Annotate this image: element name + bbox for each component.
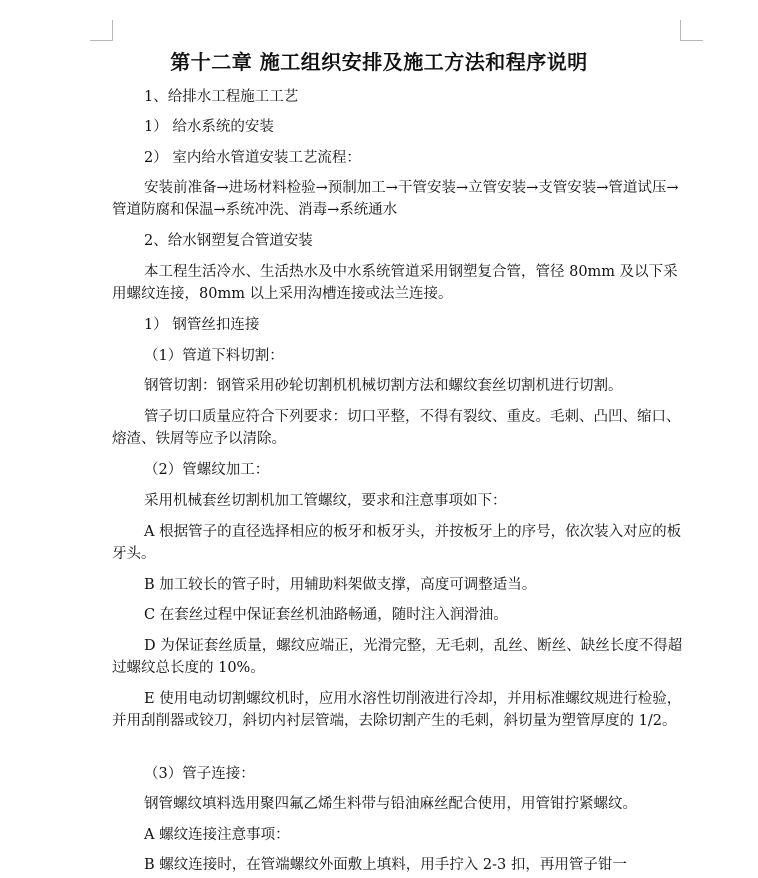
paragraph: 钢管切割：钢管采用砂轮切割机机械切割方法和螺纹套丝切割机进行切割。 — [144, 378, 623, 394]
paragraph: A 螺纹连接注意事项： — [144, 827, 290, 843]
paragraph: （1）管道下料切割： — [144, 348, 284, 364]
paragraph: 管子切口质量应符合下列要求：切口平整，不得有裂纹、重皮。毛刺、凸凹、缩口、熔渣、铁屑等应予以清除。 — [112, 409, 681, 447]
chapter-title: 第十二章 施工组织安排及施工方法和程序说明 — [170, 50, 588, 74]
paragraph: C 在套丝过程中保证套丝机油路畅通，随时注入润滑油。 — [144, 607, 508, 623]
paragraph: 2） 室内给水管道安装工艺流程： — [144, 150, 361, 166]
paragraph: 2、给水钢塑复合管道安装 — [144, 233, 313, 249]
paragraph: 钢管螺纹填料选用聚四氟乙烯生料带与铅油麻丝配合使用，用管钳拧紧螺纹。 — [144, 796, 637, 812]
paragraph: （2）管螺纹加工： — [144, 462, 270, 478]
paragraph: 采用机械套丝切割机加工管螺纹，要求和注意事项如下： — [144, 493, 507, 509]
paragraph: D 为保证套丝质量，螺纹应端正，光滑完整，无毛刺，乱丝、断丝、缺丝长度不得超过螺纹总长度的 10%。 — [112, 638, 683, 676]
paragraph: B 螺纹连接时，在管端螺纹外面敷上填料，用手拧入 2-3 扣，再用管子钳一 — [144, 857, 627, 873]
paragraph: B 加工较长的管子时，用辅助料架做支撑，高度可调整适当。 — [144, 577, 537, 593]
margin-marker-top-left — [90, 20, 113, 41]
paragraph: 1） 钢管丝扣连接 — [144, 317, 260, 333]
margin-marker-top-right — [680, 20, 703, 41]
paragraph: A 根据管子的直径选择相应的板牙和板牙头，并按板牙上的序号，依次装入对应的板牙头。 — [112, 524, 682, 562]
paragraph: 1、给排水工程施工工艺 — [144, 89, 299, 105]
paragraph: （3）管子连接： — [144, 766, 255, 782]
paragraph: 1） 给水系统的安装 — [144, 119, 274, 135]
paragraph: E 使用电动切割螺纹机时，应用水溶性切削液进行冷却，并用标准螺纹规进行检验，并用刮削器或铰刀，斜切内衬层管端，去除切割产生的毛刺，斜切量为塑管厚度的 1/2。 — [112, 691, 682, 729]
paragraph: 安装前准备→进场材料检验→预制加工→干管安装→立管安装→支管安装→管道试压→管道防腐和保温→系统冲洗、消毒→系统通水 — [112, 180, 679, 218]
paragraph: 本工程生活冷水、生活热水及中水系统管道采用钢塑复合管，管径 80mm 及以下采用螺纹连接，80mm 以上采用沟槽连接或法兰连接。 — [112, 264, 678, 302]
